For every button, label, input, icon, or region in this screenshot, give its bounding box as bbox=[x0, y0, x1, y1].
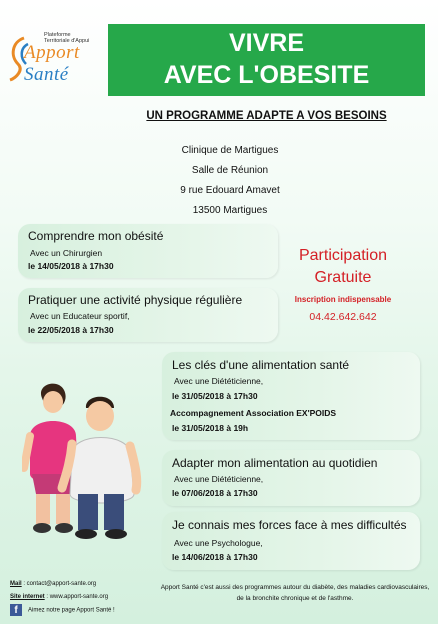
apport-sante-logo bbox=[6, 28, 102, 90]
session-title: Pratiquer une activité physique régulière bbox=[28, 293, 243, 307]
session-card bbox=[162, 450, 420, 506]
session-speaker: Avec une Psychologue, bbox=[174, 538, 263, 548]
session-card bbox=[18, 288, 278, 342]
facebook-line bbox=[10, 604, 115, 618]
page-subtitle: UN PROGRAMME ADAPTE A VOS BESOINS bbox=[146, 110, 387, 122]
logo-apport-text: Apport bbox=[24, 42, 80, 63]
session-title: Les clés d'une alimentation santé bbox=[172, 358, 350, 372]
association-title: Accompagnement Association EX'POIDS bbox=[170, 408, 337, 418]
registration-note: Inscription indispensable bbox=[294, 295, 392, 304]
session-speaker: Avec un Educateur sportif, bbox=[30, 311, 130, 321]
logo-tagline: Plateforme Territoriale d'Appui bbox=[44, 32, 90, 44]
session-title: Adapter mon alimentation au quotidien bbox=[172, 456, 378, 470]
facebook-text[interactable]: Aimez notre page Apport Santé ! bbox=[28, 607, 115, 614]
venue-address bbox=[170, 141, 290, 221]
address-line: Clinique de Martigues bbox=[181, 145, 279, 156]
couple-illustration bbox=[22, 376, 152, 546]
session-date: le 07/06/2018 à 17h30 bbox=[172, 488, 258, 498]
address-line: 13500 Martigues bbox=[192, 205, 268, 216]
session-speaker: Avec une Diététicienne, bbox=[174, 474, 264, 484]
title-line-1: VIVRE bbox=[228, 29, 305, 57]
man-figure bbox=[62, 397, 137, 539]
phone-number[interactable]: 04.42.642.642 bbox=[309, 311, 377, 323]
session-date: le 14/05/2018 à 17h30 bbox=[28, 261, 114, 271]
mail-line bbox=[10, 578, 115, 591]
site-line bbox=[10, 591, 115, 604]
session-title: Comprendre mon obésité bbox=[28, 229, 164, 243]
session-date: le 31/05/2018 à 17h30 bbox=[172, 391, 258, 401]
participation-label: Participation bbox=[298, 247, 388, 264]
address-line: Salle de Réunion bbox=[191, 165, 269, 176]
participation-block bbox=[288, 245, 398, 323]
title-banner bbox=[108, 24, 425, 96]
mail-label: Mail bbox=[10, 581, 22, 587]
association-date: le 31/05/2018 à 19h bbox=[172, 423, 249, 433]
title-line-2: AVEC L'OBESITE bbox=[163, 61, 370, 89]
facebook-icon[interactable]: f bbox=[10, 604, 22, 616]
session-speaker: Avec un Chirurgien bbox=[30, 248, 103, 258]
free-label: Gratuite bbox=[314, 269, 372, 286]
session-card bbox=[162, 352, 420, 440]
address-line: 9 rue Edouard Amavet bbox=[180, 185, 280, 196]
session-card bbox=[162, 512, 420, 570]
contact-footer bbox=[10, 578, 115, 618]
site-url[interactable]: : www.apport-sante.org bbox=[44, 594, 109, 600]
session-card bbox=[18, 224, 278, 278]
session-date: le 14/06/2018 à 17h30 bbox=[172, 552, 258, 562]
session-date: le 22/05/2018 à 17h30 bbox=[28, 325, 114, 335]
logo-sante-text: Santé bbox=[24, 64, 69, 85]
session-speaker: Avec une Diététicienne, bbox=[174, 376, 264, 386]
mail-address[interactable]: : contact@apport-sante.org bbox=[21, 581, 97, 587]
session-title: Je connais mes forces face à mes difficultés bbox=[172, 518, 407, 532]
site-label: Site internet bbox=[10, 594, 45, 600]
programs-info: Apport Santé c'est aussi des programmes autour du diabète, des maladies cardiovasculaires, de la bronchite chronique et de l'asthme. bbox=[160, 584, 430, 602]
